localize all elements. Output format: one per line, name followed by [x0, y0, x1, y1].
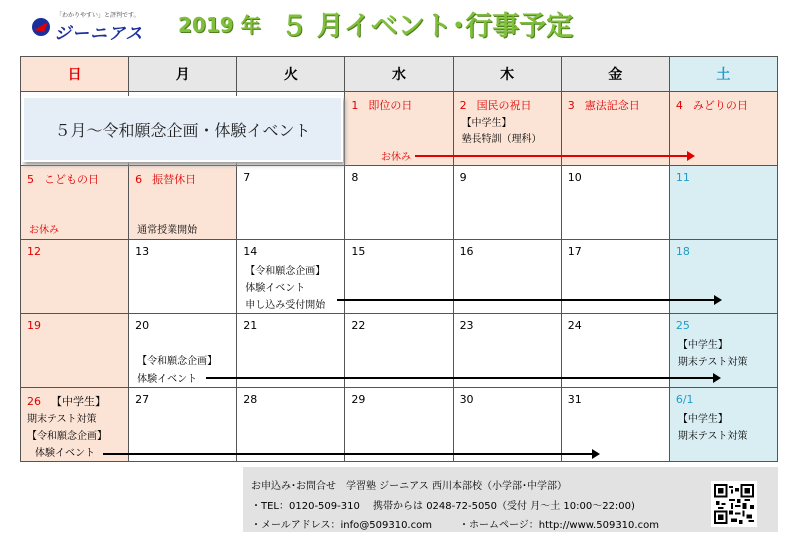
day-cell-8	[345, 166, 453, 240]
event-text: 体験イベント	[137, 374, 198, 385]
holiday-name: 即位の日	[368, 99, 413, 112]
day-cell-14	[237, 240, 345, 314]
day-number: 9	[459, 171, 467, 184]
day-number: 26	[27, 395, 41, 408]
contact-line-1: お申込み･お問合せ 学習塾 ジーニアス 西川本部校（小学部･中学部）	[251, 481, 567, 492]
red-arrow	[415, 155, 693, 157]
qr-code-icon	[711, 481, 757, 527]
title-main: ５ 月イベント･行事予定	[280, 11, 574, 42]
day-cell-11	[669, 166, 777, 240]
weekday-thu: 木	[453, 57, 561, 92]
day-number: 28	[243, 393, 258, 406]
day-cell-16	[453, 240, 561, 314]
holiday-note: お休み	[381, 152, 411, 163]
day-number: 1	[351, 99, 359, 112]
day-number: 20	[135, 319, 150, 332]
day-number: 10	[567, 171, 582, 184]
day-cell-7	[237, 166, 345, 240]
event-tag: 【令和願念企画】	[245, 266, 326, 277]
day-number: 22	[351, 319, 366, 332]
weekday-tue: 火	[237, 57, 345, 92]
event-text: 体験イベント	[35, 448, 95, 459]
day-number: 5	[27, 173, 34, 186]
event-tag: 【令和願念企画】	[27, 431, 107, 442]
logo-name: ジーニアス	[54, 24, 144, 44]
day-number: 25	[675, 319, 690, 332]
day-cell-26	[21, 388, 129, 462]
day-number: 31	[567, 393, 582, 406]
day-number: 24	[567, 319, 582, 332]
day-number: 8	[351, 171, 359, 184]
day-number: 11	[675, 171, 690, 184]
day-cell-17	[561, 240, 669, 314]
event-arrow	[103, 453, 598, 455]
day-number: 14	[243, 245, 258, 258]
event-tag: 【中学生】	[461, 118, 512, 129]
weekday-wed: 水	[345, 57, 453, 92]
day-number: 27	[135, 393, 150, 406]
day-cell-18	[669, 240, 777, 314]
day-note: お休み	[29, 225, 59, 236]
day-cell-6	[129, 166, 237, 240]
weekday-fri: 金	[561, 57, 669, 92]
day-number: 21	[243, 319, 258, 332]
day-cell-31	[561, 388, 669, 462]
day-number: 29	[351, 393, 366, 406]
day-number: 19	[27, 319, 41, 332]
event-arrow	[337, 299, 720, 301]
day-number: 6	[135, 173, 143, 186]
day-cell-12	[21, 240, 129, 314]
day-number: 18	[675, 245, 690, 258]
event-arrow	[206, 377, 719, 379]
day-number: 23	[459, 319, 474, 332]
contact-phone: ・TEL：0120-509-310 携帯からは 0248-72-5050（受付 月〜土 10:00〜22:00)	[251, 501, 635, 512]
day-cell-5	[21, 166, 129, 240]
day-number: 12	[27, 245, 41, 258]
weekday-mon: 月	[129, 57, 237, 92]
day-number: 30	[459, 393, 474, 406]
holiday-name: 振替休日	[152, 173, 197, 186]
week-row-5	[21, 388, 778, 462]
event-text: 期末テスト対策	[677, 357, 748, 368]
day-cell-27	[129, 388, 237, 462]
day-cell-13	[129, 240, 237, 314]
day-cell-19	[21, 314, 129, 388]
school-logo	[20, 8, 170, 42]
event-text: 期末テスト対策	[677, 431, 748, 442]
holiday-name: みどりの日	[692, 99, 748, 112]
event-text: 塾長特訓（理科）	[461, 134, 542, 145]
day-number: 3	[567, 99, 575, 112]
day-number: 6/1	[675, 393, 694, 406]
day-cell-june-1	[669, 388, 777, 462]
day-cell-28	[237, 388, 345, 462]
event-text: 申し込み受付開始	[245, 300, 326, 311]
weekday-sat: 土	[669, 57, 777, 92]
day-cell-9	[453, 166, 561, 240]
week-row-2	[21, 166, 778, 240]
contact-website: ・ホームページ：http://www.509310.com	[459, 520, 659, 531]
day-number: 16	[459, 245, 474, 258]
day-number: 17	[567, 245, 582, 258]
day-number: 15	[351, 245, 366, 258]
day-note: 通常授業開始	[137, 225, 198, 236]
day-number: 4	[675, 99, 683, 112]
day-cell-15	[345, 240, 453, 314]
logo-tagline: 「わかりやすい」と評判です。	[56, 12, 140, 19]
day-cell-10	[561, 166, 669, 240]
week-row-3	[21, 240, 778, 314]
day-cell-29	[345, 388, 453, 462]
event-banner: ５月〜令和願念企画・体験イベント	[22, 96, 343, 162]
holiday-name: 憲法記念日	[584, 99, 640, 112]
holiday-name: こどもの日	[44, 173, 99, 186]
holiday-name: 国民の祝日	[476, 99, 532, 112]
day-cell-30	[453, 388, 561, 462]
event-text: 期末テスト対策	[27, 414, 97, 425]
logo-mark-icon	[30, 16, 52, 38]
event-tag: 【令和願念企画】	[137, 356, 218, 367]
event-tag: 【中学生】	[677, 414, 728, 425]
page-title	[178, 4, 573, 44]
event-tag: 【中学生】	[51, 395, 106, 408]
weekday-sun: 日	[21, 57, 129, 92]
day-number: 13	[135, 245, 150, 258]
event-tag: 【中学生】	[677, 340, 728, 351]
day-number: 7	[243, 171, 251, 184]
title-year: 2019 年	[178, 13, 261, 37]
weekday-header-row	[21, 57, 778, 92]
contact-info-box	[243, 467, 778, 532]
event-text: 体験イベント	[245, 283, 306, 294]
day-number: 2	[459, 99, 467, 112]
contact-email: ・メールアドレス：info@509310.com	[251, 520, 432, 531]
